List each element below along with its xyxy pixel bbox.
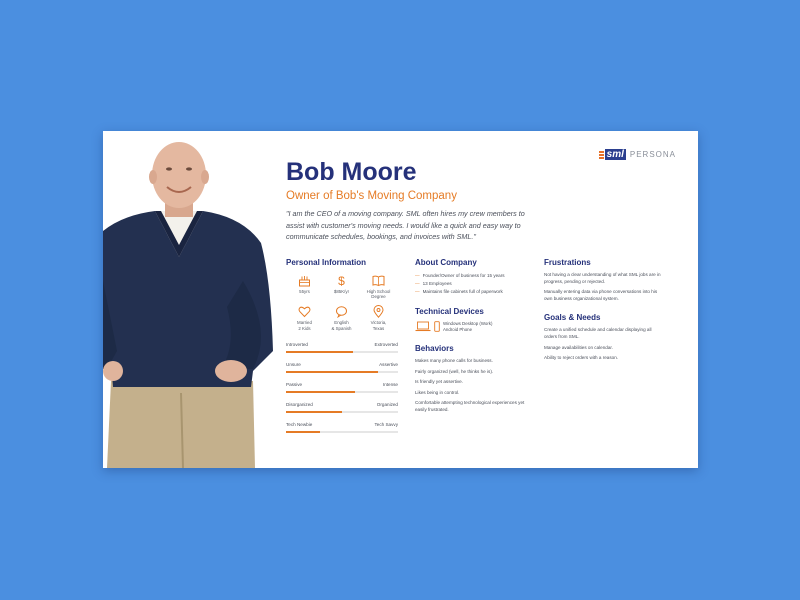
list-item: — 13 Employees [415,281,452,286]
fact-label: Married 2 Kids [297,320,312,331]
trait-track [286,431,398,433]
fact-education [360,274,397,299]
fact-label: 55yrs [299,289,310,294]
phone-icon [434,321,440,332]
persona-quote: "I am the CEO of a moving company. SML often hires my crew members to assist with customer's moving needs. I would like a quick and easy way to communicate schedules, bookings, and invoices with SML." [286,209,525,242]
trait-left-label: Introverted [286,341,308,347]
trait-left-label: Passive [286,381,303,387]
trait-slider [286,362,398,382]
trait-fill [286,371,378,373]
devices-row [415,321,527,333]
list-item: Comfortable attempting technological experiences yet easily frustrated. [415,400,525,412]
frustrations-title: Frustrations [544,258,591,267]
behaviors-list [415,358,527,414]
sml-logo [599,149,626,160]
list-item: Is friendly yet assertive. [415,379,463,385]
trait-sliders [286,342,398,442]
persona-card [103,131,698,468]
trait-slider [286,342,398,362]
trait-track [286,351,398,353]
trait-right-label: Extroverted [374,341,398,347]
needs-column [544,258,662,366]
list-item: Manage availabilities on calendar. [544,344,613,350]
personal-information-section [286,258,398,442]
dollar-icon [335,274,348,287]
list-item: — Founder/Owner of business for 15 years [415,273,505,278]
fact-label: $85K/yr [333,289,350,294]
company-column [415,258,527,418]
brand-label: PERSONA [629,150,676,159]
facts-grid [286,274,398,331]
list-item: Create a unified schedule and calendar displaying all orders from SML. [544,327,652,339]
frustrations-list [544,272,662,302]
trait-slider [286,402,398,422]
persona-role: Owner of Bob's Moving Company [286,190,457,202]
trait-right-label: Tech Savvy [374,421,398,427]
trait-fill [286,431,320,433]
persona-name: Bob Moore [286,158,417,186]
laptop-icon [415,321,431,332]
trait-left-label: Tech Newbie [286,421,313,427]
trait-fill [286,411,342,413]
trait-right-label: Organized [376,401,398,407]
svg-text:$: $ [338,274,345,287]
goals-needs-title: Goals & Needs [544,313,601,323]
about-company-list [415,272,527,296]
list-item: — Maintains file cabinets full of paperwork [415,289,503,294]
trait-fill [286,391,355,393]
technical-devices-title: Technical Devices [415,307,484,316]
trait-left-label: Disorganized [286,401,313,407]
location-pin-icon [372,305,385,318]
section-title: Personal Information [286,258,367,267]
fact-label: English & Spanish [331,320,352,331]
brand-logo [599,149,676,160]
goals-list [544,327,662,361]
fact-income [323,274,360,299]
about-company-title: About Company [415,258,477,267]
trait-fill [286,351,353,353]
fact-family [286,305,323,330]
behaviors-title: Behaviors [415,344,454,353]
logo-bars-icon [599,151,604,159]
fact-location [360,305,397,330]
list-item: Makes many phone calls for business. [415,358,493,363]
list-item: Likes being in control. [415,389,460,395]
fact-label: Victoria, Texas [370,320,387,331]
trait-left-label: Unsure [286,361,301,367]
trait-track [286,391,398,393]
trait-right-label: Intense [382,381,398,387]
persona-photo [103,131,275,468]
list-item: Manually entering data via phone conversations into his own business organizational system. [544,289,658,301]
trait-right-label: Assertive [379,361,398,367]
birthday-cake-icon [298,274,311,287]
trait-slider [286,382,398,402]
trait-track [286,371,398,373]
book-icon [372,274,385,287]
trait-slider [286,422,398,442]
devices-list [443,321,492,333]
list-item: Fairly organized (well, he thinks he is). [415,368,494,374]
fact-language [323,305,360,330]
list-item: Ability to reject orders with a reason. [544,355,619,361]
heart-icon [298,305,311,318]
trait-track [286,411,398,413]
fact-label: High School Degree [366,289,391,300]
list-item: Not having a clear understanding of what SML jobs are in progress, pending or rejected. [544,272,661,284]
device-item: Windows Desktop (Work) [443,321,493,326]
device-item: Android Phone [443,327,473,332]
speech-bubble-icon [335,305,348,318]
fact-age [286,274,323,299]
logo-text: sml [606,149,624,160]
